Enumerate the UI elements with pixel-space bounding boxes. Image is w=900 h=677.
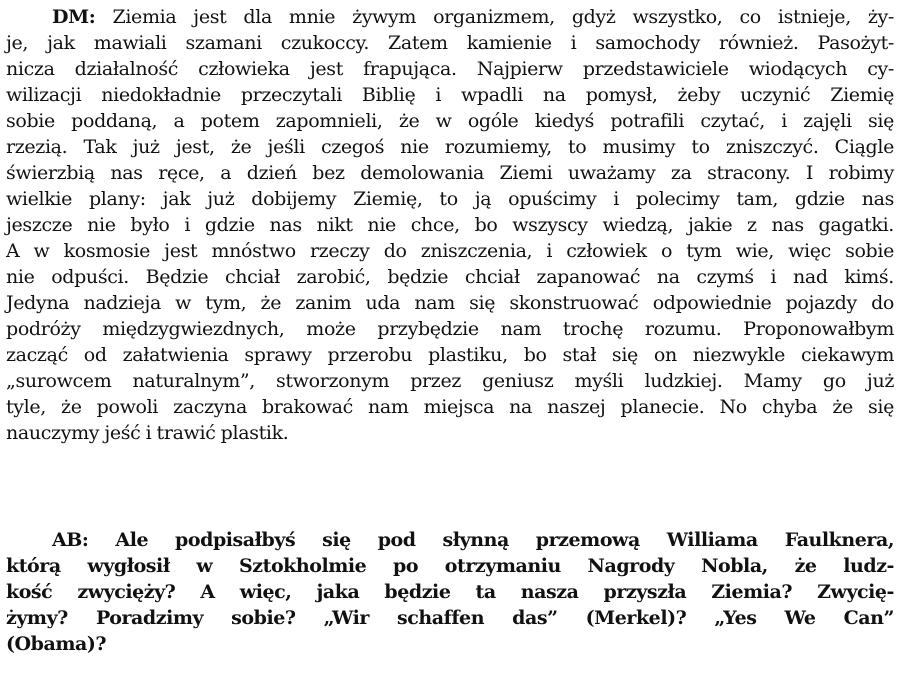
text-line: kość zwycięży? A więc, jaka będzie ta nasza przyszła Ziemia? Zwycię- bbox=[6, 581, 894, 603]
text-line: DM: Ziemia jest dla mnie żywym organizmem, gdyż wszystko, co istnieje, ży- bbox=[52, 6, 894, 28]
text-line: je, jak mawiali szamani czukoccy. Zatem kamienie i samochody również. Pasożyt- bbox=[6, 32, 894, 54]
text-line: (Obama)? bbox=[6, 633, 107, 655]
text-line: A w kosmosie jest mnóstwo rzeczy do zniszczenia, i człowiek o tym wie, więc sobie bbox=[6, 240, 894, 262]
text-line: AB: Ale podpisałbyś się pod słynną przemową Williama Faulknera, bbox=[52, 529, 894, 551]
text-line: zacząć od załatwienia sprawy przerobu plastiku, bo stał się on niezwykle ciekawym bbox=[6, 344, 894, 366]
text-line: żymy? Poradzimy sobie? „Wir schaffen das” (Merkel)? „Yes We Can” bbox=[6, 607, 894, 629]
text-line: „surowcem naturalnym”, stworzonym przez geniusz myśli ludzkiej. Mamy go już bbox=[6, 370, 894, 392]
speaker-label: DM: bbox=[52, 6, 96, 28]
text-line: sobie poddaną, a potem zapomnieli, że w ogóle kiedyś potrafili czytać, i zajęli się bbox=[6, 110, 894, 132]
ab-question-paragraph bbox=[6, 527, 894, 657]
text-line: którą wygłosił w Sztokholmie po otrzymaniu Nagrody Nobla, że ludz- bbox=[6, 555, 894, 577]
text-line: wilizacji niedokładnie przeczytali Biblię i wpadli na pomysł, żeby uczynić Ziemię bbox=[6, 84, 894, 106]
text-line: podróży międzygwiezdnych, może przybędzie nam trochę rozumu. Proponowałbym bbox=[6, 318, 894, 340]
text-line: rzezią. Tak już jest, że jeśli czegoś nie rozumiemy, to musimy to zniszczyć. Ciągle bbox=[6, 136, 894, 158]
text-line: tyle, że powoli zaczyna brakować nam miejsca na naszej planecie. No chyba że się bbox=[6, 396, 894, 418]
dm-answer-paragraph bbox=[6, 4, 894, 446]
text-line: nauczymy jeść i trawić plastik. bbox=[6, 422, 289, 444]
text-line: świerzbią nas ręce, a dzień bez demolowania Ziemi uważamy za stracony. I robimy bbox=[6, 162, 894, 184]
text-line: jeszcze nie było i gdzie nas nikt nie chce, bo wszyscy wiedzą, jakie z nas gagatki. bbox=[6, 214, 894, 236]
text-line: Jedyna nadzieja w tym, że zanim uda nam się skonstruować odpowiednie pojazdy do bbox=[6, 292, 894, 314]
text-line: nie odpuści. Będzie chciał zarobić, będzie chciał zapanować na czymś i nad kimś. bbox=[6, 266, 894, 288]
text-line: nicza działalność człowieka jest frapująca. Najpierw przedstawiciele wiodących cy- bbox=[6, 58, 894, 80]
text-line: wielkie plany: jak już dobijemy Ziemię, to ją opuścimy i polecimy tam, gdzie nas bbox=[6, 188, 894, 210]
